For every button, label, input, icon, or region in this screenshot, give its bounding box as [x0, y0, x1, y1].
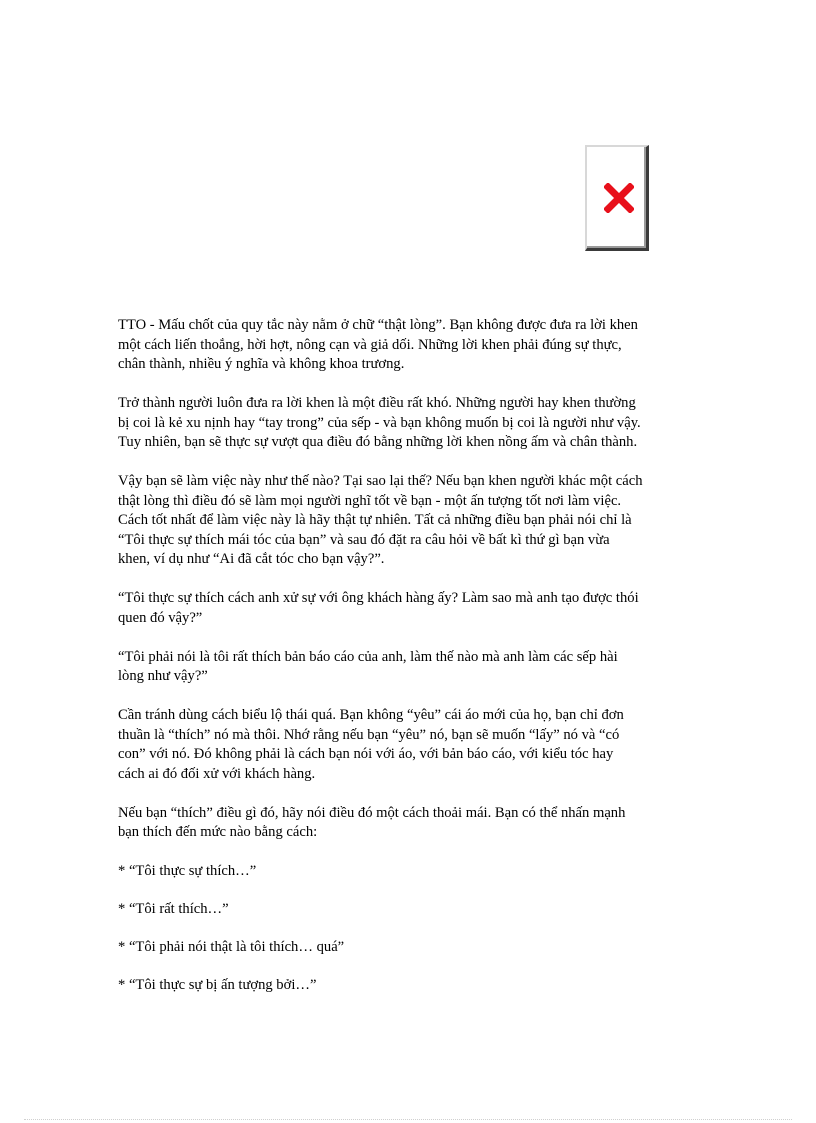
text-line: “Tôi thực sự thích cách anh xử sự với ông khách hàng ấy? Làm sao mà anh tạo được thói: [118, 590, 639, 606]
bullet-item: [118, 976, 708, 996]
article-body: [118, 316, 708, 1014]
paragraph-7: [118, 804, 708, 843]
text-line: quen đó vậy?”: [118, 609, 203, 626]
text-line: con” với nó. Đó không phải là cách bạn nói với áo, với bản báo cáo, với kiểu tóc hay: [118, 746, 614, 762]
bullet-text: * “Tôi thực sự thích…”: [118, 863, 257, 879]
paragraph-3: [118, 472, 708, 570]
text-line: chân thành, nhiều ý nghĩa và không khoa trương.: [118, 356, 405, 372]
text-line: Tuy nhiên, bạn sẽ thực sự vượt qua điều đó bằng những lời khen nồng ấm và chân thành.: [118, 434, 638, 450]
text-line: TTO - Mấu chốt của quy tắc này nằm ở chữ “thật lòng”. Bạn không được đưa ra lời khen: [118, 317, 638, 333]
bullet-item: [118, 938, 708, 958]
bullet-text: * “Tôi phải nói thật là tôi thích… quá”: [118, 939, 345, 955]
text-line: “Tôi thực sự thích mái tóc của bạn” và sau đó đặt ra câu hỏi về bất kì thứ gì bạn vừa: [118, 531, 610, 548]
text-line: bị coi là kẻ xu nịnh hay “tay trong” của sếp - và bạn không muốn bị coi là người như vậy.: [118, 414, 641, 431]
paragraph-quote-1: [118, 589, 708, 628]
text-line: lòng như vậy?”: [118, 668, 208, 684]
text-line: bạn thích đến mức nào bằng cách:: [118, 824, 318, 840]
page-bottom-rule: [24, 1119, 792, 1120]
broken-image-icon: [604, 183, 634, 213]
paragraph-quote-2: [118, 648, 708, 687]
text-line: thật lòng thì điều đó sẽ làm mọi người nghĩ tốt về bạn - một ấn tượng tốt nơi làm việc.: [118, 492, 622, 509]
text-line: Cách tốt nhất để làm việc này là hãy thật tự nhiên. Tất cả những điều bạn phải nói chỉ là: [118, 512, 632, 528]
bullet-item: [118, 862, 708, 882]
bullet-item: [118, 900, 708, 920]
paragraph-intro: [118, 316, 708, 375]
bullet-text: * “Tôi thực sự bị ấn tượng bởi…”: [118, 977, 317, 993]
broken-image-placeholder: [585, 145, 649, 251]
text-line: cách ai đó đối xử với khách hàng.: [118, 765, 316, 782]
paragraph-6: [118, 706, 708, 784]
text-line: Vậy bạn sẽ làm việc này như thế nào? Tại sao lại thế? Nếu bạn khen người khác một cách: [118, 473, 643, 489]
text-line: Cần tránh dùng cách biểu lộ thái quá. Bạn không “yêu” cái áo mới của họ, bạn chỉ đơn: [118, 707, 624, 723]
text-line: khen, ví dụ như “Ai đã cắt tóc cho bạn vậy?”.: [118, 551, 385, 567]
text-line: thuần là “thích” nó mà thôi. Nhớ rằng nếu bạn “yêu” nó, bạn sẽ muốn “lấy” nó và “có: [118, 726, 620, 743]
text-line: Trở thành người luôn đưa ra lời khen là một điều rất khó. Những người hay khen thường: [118, 395, 636, 411]
bullet-text: * “Tôi rất thích…”: [118, 901, 229, 917]
text-line: “Tôi phải nói là tôi rất thích bản báo cáo của anh, làm thế nào mà anh làm các sếp hài: [118, 648, 618, 665]
text-line: một cách liến thoắng, hời hợt, nông cạn và giả dối. Những lời khen phải đúng sự thực,: [118, 336, 622, 353]
text-line: Nếu bạn “thích” điều gì đó, hãy nói điều đó một cách thoải mái. Bạn có thể nhấn mạnh: [118, 804, 626, 821]
paragraph-2: [118, 394, 708, 453]
